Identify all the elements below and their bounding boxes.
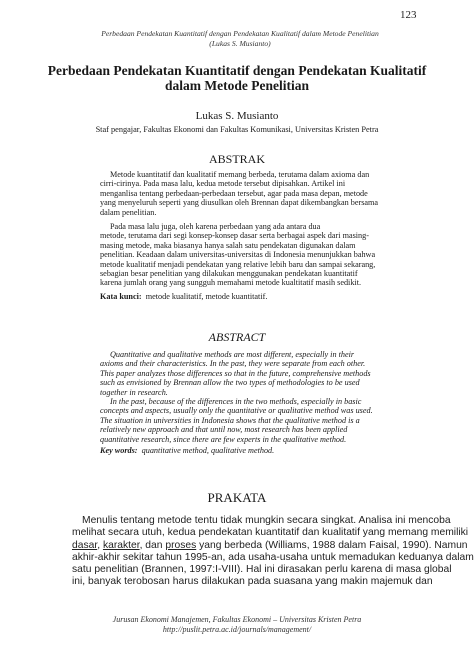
title-line: dalam Metode Penelitian bbox=[165, 78, 309, 93]
running-header-line: Perbedaan Pendekatan Kuantitatif dengan Pendekatan Kualitatif dalam Metode Penelitian bbox=[101, 29, 379, 38]
text-line: melihat secara utuh, kedua pendekatan kuantitatif dan kualitatif yang memang memiliki bbox=[72, 527, 469, 539]
text-line: concepts and aspects, usually only the quantitative or qualitative method was used. bbox=[100, 406, 373, 416]
author-affiliation: Staf pengajar, Fakultas Ekonomi dan Fakultas Komunikasi, Universitas Kristen Petra bbox=[95, 125, 379, 134]
text-line: karena jumlah orang yang sungguh memahami metode kualtitatif masih sedikit. bbox=[100, 278, 362, 288]
abstrak-paragraph-1 bbox=[100, 170, 400, 217]
text-line: metode kualitatif menjadi pendekatan yang relative lebih baru dan sampai sekarang, bbox=[100, 259, 376, 269]
text-line: such as envisioned by Brennan allow the two types of methodologies to be used bbox=[100, 378, 360, 388]
text-line: yang menyeluruh seperti yang diusulkan oleh Brennan dapat dikembangkan bersama bbox=[100, 198, 379, 208]
text-line: Menulis tentang metode tentu tidak mungkin secara singkat. Analisa ini mencoba bbox=[82, 515, 451, 526]
abstract-paragraph-1 bbox=[100, 350, 400, 397]
text-line: menganlisa tentang perbedaan-perbedaan tersebut, agar pada masa depan, metode bbox=[100, 188, 368, 198]
text-line: This paper analyzes those differences so that in the future, comprehensive methods bbox=[100, 368, 371, 378]
keywords-text: metode kualitatif, metode kuantitatif. bbox=[145, 292, 268, 301]
text-line: The situation in universities in Indonesia shows that the qualitative method is a bbox=[100, 415, 360, 425]
footer-institution: Jurusan Ekonomi Manajemen, Fakultas Ekonomi – Universitas Kristen Petra bbox=[112, 615, 362, 624]
keywords-text: quantitative method, qualitative method. bbox=[141, 446, 275, 455]
text-line: masing metode, maka biasanya hanya salah satu pendekatan digunakan dalam bbox=[100, 240, 356, 250]
text-line: In the past, because of the differences in the two methods, especially in basic bbox=[110, 397, 362, 406]
text-line: metode, terutama dari segi konsep-konsep dasar serta berbagai aspek dari masing- bbox=[100, 231, 369, 241]
underlined-term: dasar bbox=[72, 539, 98, 551]
text-line: penelitian. Keadaan dalam universitas-universitas di Indonesia menunjukkan bahwa bbox=[100, 250, 376, 260]
running-header-author: (Lukas S. Musianto) bbox=[209, 38, 271, 48]
text-line: ini, banyak terobosan harus dilakukan pada suasana yang makin majemuk dan bbox=[72, 576, 433, 588]
text-line: Quantitative and qualitative methods are most different, especially in their bbox=[110, 350, 355, 359]
text-line: Pada masa lalu juga, oleh karena perbedaan yang ada antara dua bbox=[110, 222, 321, 231]
text-line: Metode kuantitatif dan kualitatif memang berbeda, terutama dalam axioma dan bbox=[110, 170, 370, 179]
abstrak-paragraph-2 bbox=[100, 222, 400, 288]
key-words bbox=[100, 446, 274, 455]
text-line: together in research. bbox=[100, 387, 168, 397]
text-line: dalam penelitian. bbox=[100, 207, 157, 217]
abstrak-heading: ABSTRAK bbox=[208, 152, 265, 166]
kata-kunci bbox=[100, 292, 267, 301]
prakata-paragraph bbox=[72, 515, 474, 589]
page-number: 123 bbox=[400, 9, 417, 21]
text-line: satu penelitian (Brannen, 1997:I-VIII). Hal ini dirasakan perlu karena di masa global bbox=[72, 564, 452, 576]
text-line: dasar, karakter, dan proses yang berbeda (Williams, 1988 dalam Faisal, 1990). Namun bbox=[72, 539, 468, 551]
text-line: akhir-akhir sekitar tahun 1995-an, ada usaha-usaha untuk memadukan keduanya dalam bbox=[72, 551, 474, 563]
underlined-term: proses bbox=[165, 539, 197, 551]
keywords-label: Key words: bbox=[100, 446, 138, 455]
text-line: quantitative research, since there are few experts in the qualitative method. bbox=[100, 434, 347, 444]
underlined-term: karakter bbox=[102, 539, 140, 551]
prakata-heading: PRAKATA bbox=[207, 490, 267, 505]
author-name: Lukas S. Musianto bbox=[195, 110, 279, 122]
text-line: sebagian besar penelitian yang dilakukan menggunakan pendekatan kuantitatif bbox=[100, 269, 358, 279]
page-footer bbox=[60, 615, 414, 635]
abstract-paragraph-2 bbox=[100, 397, 400, 444]
text-line: cirri-cirinya. Pada masa lalu, kedua metode tersebut dipisahkan. Artikel ini bbox=[100, 179, 346, 189]
text-line: axioms and their characteristics. In the past, they were separate from each other. bbox=[100, 359, 366, 369]
footer-url: http://puslit.petra.ac.id/journals/management/ bbox=[162, 625, 312, 634]
keywords-label: Kata kunci: bbox=[100, 292, 142, 301]
title-line: Perbedaan Pendekatan Kuantitatif dengan Pendekatan Kualitatif bbox=[47, 63, 427, 78]
running-header bbox=[100, 29, 380, 48]
text-line: relatively new approach and that until now, most research has been applied bbox=[100, 425, 348, 435]
article-title bbox=[30, 63, 444, 93]
abstract-heading: ABSTRACT bbox=[208, 330, 266, 344]
